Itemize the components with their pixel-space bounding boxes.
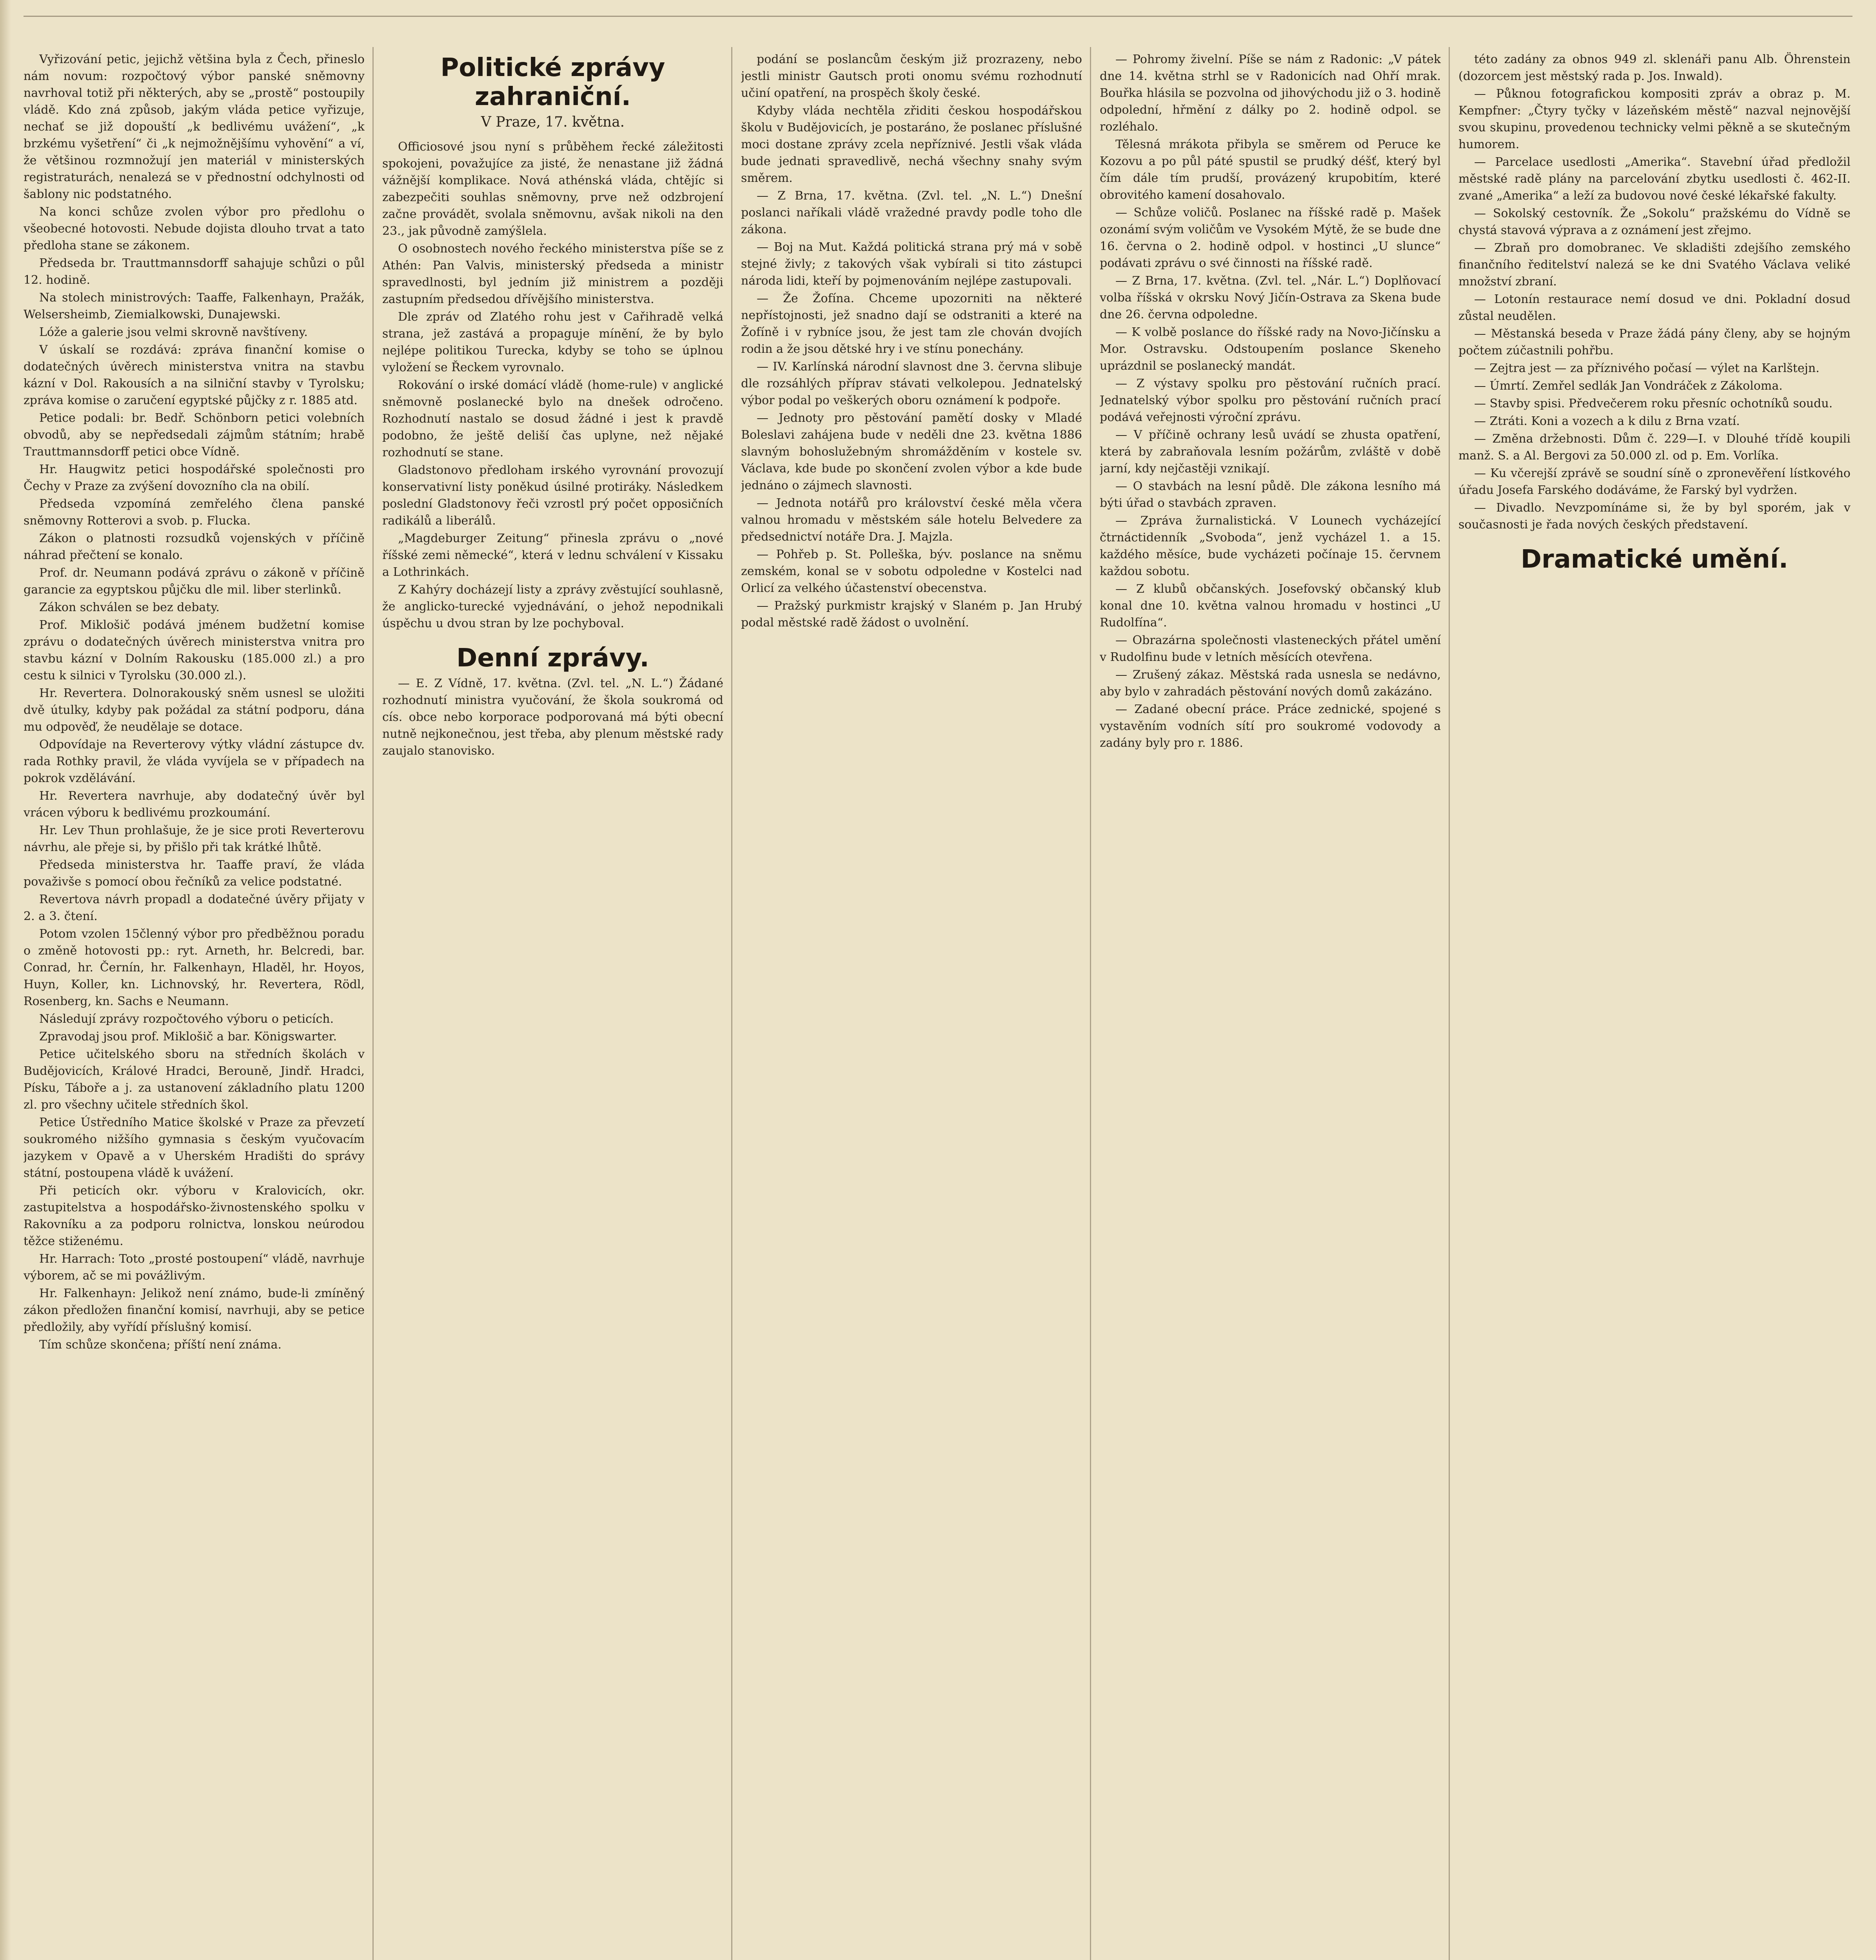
- article-paragraph: Předseda br. Trauttmannsdorff sahajuje schůzi o půl 12. hodině.: [24, 256, 365, 287]
- dramaticke-umeni-heading: Dramatické umění.: [1520, 545, 1789, 574]
- article-paragraph: Dle zpráv od Zlatého rohu jest v Cařihradě velká strana, jež zastává a propaguje mínění, že by bylo nejlépe politikou Turecka, kdyby se toho se úplnou vyložení se Řeckem vyrovnalo.: [382, 310, 723, 374]
- article-paragraph: — E. Z Vídně, 17. května. (Zvl. tel. „N. L.“) Žádané rozhodnutí ministra vyučování, že škola soukromá od cís. obce nebo korporace podporovaná má býti obecní nutně nejkonečnou, jest třeba, aby plenum městské rady zaujalo stanovisko.: [382, 677, 723, 758]
- article-paragraph: — Pohromy živelní. Píše se nám z Radonic: „V pátek dne 14. května strhl se v Radonicích nad Ohří mrak. Bouřka hlásila se pozvolna od jihovýchodu již o 3. hodině odpolední, hřmění z dálky po 2. hodině odpol. se rozléhalo.: [1100, 53, 1441, 134]
- article-paragraph: — Městanská beseda v Praze žádá pány členy, aby se hojným počtem zúčastnili pohřbu.: [1458, 327, 1851, 358]
- article-paragraph: — Zpráva žurnalistická. V Lounech vycházející čtrnáctidenník „Svoboda“, jenž vycházel 1. a 15. každého měsíce, bude vycházeti počínaje 15. červnem každou sobotu.: [1100, 514, 1441, 578]
- article-paragraph: — Parcelace usedlosti „Amerika“. Stavební úřad předložil městské radě plány na parcelování zbytku usedlosti č. 462-II. zvané „Amerika“ a leží za budovou nové české lékařské fakulty.: [1458, 155, 1851, 203]
- column-divider-3: [1090, 47, 1091, 1960]
- article-paragraph: této zadány za obnos 949 zl. sklenáři panu Alb. Öhrenstein (dozorcem jest městský rada p. Jos. Inwald).: [1458, 53, 1851, 83]
- article-paragraph: Petice učitelského sboru na středních školách v Budějovicích, Králové Hradci, Berouně, Jindř. Hradci, Písku, Táboře a j. za ustanovení základního platu 1200 zl. pro všechny učitele středních škol.: [24, 1047, 365, 1112]
- article-paragraph: Petice Ústředního Matice školské v Praze za převzetí soukromého nižšího gymnasia s českým vyučovacím jazykem v Opavě a v Uherském Hradišti do správy státní, postoupena vládě k uvážení.: [24, 1116, 365, 1180]
- article-paragraph: Hr. Revertera navrhuje, aby dodatečný úvěr byl vrácen výboru k bedlivému prozkoumání.: [24, 789, 365, 820]
- article-paragraph: — Ku včerejší zprávě se soudní síně o zpronevěření lístkového úřadu Josefa Farského dodáváme, že Farský byl vydržen.: [1458, 466, 1851, 497]
- article-paragraph: Předseda ministerstva hr. Taaffe praví, že vláda považivše s pomocí obou řečníků za velice podstatné.: [24, 858, 365, 889]
- article-paragraph: podání se poslancům českým již prozrazeny, nebo jestli ministr Gautsch proti onomu svému rozhodnutí učiní opatření, na prospěch školy české.: [741, 53, 1082, 100]
- article-paragraph: Petice podali: br. Bedř. Schönborn petici volebních obvodů, aby se nepředsedali zájmům státním; hrabě Trauttmannsdorff petici obce Vídně.: [24, 411, 365, 459]
- article-paragraph: Hr. Harrach: Toto „prosté postoupení“ vládě, navrhuje výborem, ač se mi povážlivým.: [24, 1252, 365, 1283]
- article-paragraph: Revertova návrh propadl a dodatečné úvěry přijaty v 2. a 3. čtení.: [24, 893, 365, 923]
- article-paragraph: — V příčině ochrany lesů uvádí se zhusta opatření, která by zabraňovala lesním požárům, zvláště v době jarní, kdy nejčastěji vznikají.: [1100, 428, 1441, 475]
- article-paragraph: — Schůze voličů. Poslanec na říšské radě p. Mašek ozonámí svým voličům ve Vysokém Mýtě, že se bude dne 16. června o 2. hodině odpol. v hostinci „U slunce“ podávati zprávu o své činnosti na říšské radě.: [1100, 206, 1441, 270]
- politicke-zpravy-dateline: V Praze, 17. května.: [481, 114, 625, 130]
- column-4: [1100, 51, 1441, 1960]
- article-paragraph: — Divadlo. Nevzpomínáme si, že by byl sporém, jak v současnosti je řada nových českých představení.: [1458, 501, 1851, 532]
- denni-zpravy-heading: Denní zprávy.: [456, 644, 649, 673]
- article-paragraph: Officiosové jsou nyní s průběhem řecké záležitosti spokojeni, považujíce za jisté, že nenastane již žádná vážnější komplikace. Nová athénská vláda, chtějíc si zabezpečiti souhlas sněmovny, prve než odzbrojení začne provádět, svolala sněmovnu, avšak nikoli na den 23., jak původně zamýšlela.: [382, 140, 723, 238]
- article-paragraph: Hr. Falkenhayn: Jelikož není známo, bude-li zmíněný zákon předložen finanční komisí, navrhuji, aby se petice předložily, aby vyřídí příslušný komisí.: [24, 1287, 365, 1334]
- article-paragraph: Odpovídaje na Reverterovy výtky vládní zástupce dv. rada Rothky pravil, že vláda vyvíjela se v případech na pokrok vzdělávání.: [24, 738, 365, 785]
- article-paragraph: Hr. Haugwitz petici hospodářské společnosti pro Čechy v Praze za zvýšení dovozního cla na obilí.: [24, 463, 365, 493]
- article-paragraph: Tím schůze skončena; příští není známa.: [39, 1338, 282, 1352]
- article-paragraph: Na konci schůze zvolen výbor pro předlohu o všeobecné hotovosti. Nebude dojista dlouho trvat a tato předloha stane se zákonem.: [24, 205, 365, 252]
- article-paragraph: — Z výstavy spolku pro pěstování ručních prací. Jednatelský výbor spolku pro pěstování ručních prací podává veřejnosti výroční zprávu.: [1100, 377, 1441, 424]
- article-paragraph: — Úmrtí. Zemřel sedlák Jan Vondráček z Zákoloma.: [1474, 379, 1783, 393]
- page-fold-shadow: [0, 0, 11, 1960]
- article-paragraph: Prof. dr. Neumann podává zprávu o zákoně v příčině garancie za egyptskou půjčku dle mil. liber sterlinků.: [24, 566, 365, 597]
- article-paragraph: Vyřizování petic, jejichž většina byla z Čech, přineslo nám novum: rozpočtový výbor panské sněmovny navrhoval totiž při některých, aby se „prostě“ postoupily vládě. Kdo zná způsob, jakým vláda petice vyřizuje, nechať se již dopouští „k bedlivému uvážení“, „k brzkému vyšetření“ či „k nejmožnějšímu vyhovění“ a ví, že většinou rozmnožují jen materiál v ministerských registraturách, nenalezá se v přednostní odchylnosti od šablony nic podstatného.: [24, 53, 365, 201]
- column-divider-2: [731, 47, 732, 1960]
- article-paragraph: — Půknou fotografickou kompositi zpráv a obraz p. M. Kempfner: „Čtyry tyčky v lázeňském městě“ nazval nejnovější svou skupinu, provedenou technicky velmi pěkně a se skutečným humorem.: [1458, 87, 1851, 151]
- article-paragraph: — Že Žofína. Chceme upozorniti na některé nepřístojnosti, jež snadno dají se odstraniti a které na Žofíně i v rybníce jsou, že jest tam zle chován dvojích rodin a že jsou dětské hry i ve stínu ponechány.: [741, 292, 1082, 356]
- article-paragraph: — Z klubů občanských. Josefovský občanský klub konal dne 10. května valnou hromadu v hostinci „U Rudolfína“.: [1100, 582, 1441, 630]
- article-paragraph: Z Kahýry docházejí listy a zprávy zvěstující souhlasně, že anglicko-turecké vyjednávání, o jehož nepodnikali úspěchu u dvou stran by lze pochyboval.: [382, 583, 723, 630]
- article-paragraph: Předseda vzpomíná zemřelého člena panské sněmovny Rotterovi a svob. p. Flucka.: [24, 497, 365, 528]
- article-paragraph: — Zbraň pro domobranec. Ve skladišti zdejšího zemského finančního ředitelství nalezá se ke dni Svatého Václava veliké množství zbraní.: [1458, 241, 1851, 289]
- article-paragraph: — Z Brna, 17. května. (Zvl. tel. „N. L.“) Dnešní poslanci naříkali vládě vražedné pravdy podle toho dle zákona.: [741, 189, 1082, 236]
- article-paragraph: — Pražský purkmistr krajský v Slaném p. Jan Hrubý podal městské radě žádost o uvolnění.: [741, 599, 1082, 630]
- article-paragraph: Zákon o platnosti rozsudků vojenských v příčině náhrad přečtení se konalo.: [24, 532, 365, 562]
- article-paragraph: Lóže a galerie jsou velmi skrovně navštíveny.: [39, 325, 308, 339]
- article-paragraph: Potom vzolen 15členný výbor pro předběžnou poradu o změně hotovosti pp.: ryt. Arneth, hr. Belcredi, bar. Conrad, hr. Černín, hr. Falkenhayn, Hladěl, hr. Hoyos, Huyn, Koller, kn. Lichnovský, hr. Revertera, Rödl, Rosenberg, kn. Sachs e Neumann.: [24, 927, 365, 1008]
- article-paragraph: — Pohřeb p. St. Polleška, býv. poslance na sněmu zemském, konal se v sobotu odpoledne v Kostelci nad Orlicí za velkého účastenství obecenstva.: [741, 548, 1082, 595]
- article-paragraph: Kdyby vláda nechtěla zřiditi českou hospodářskou školu v Budějovicích, je postaráno, že poslanec příslušné moci dostane zprávy zcela nepříznivé. Jestli však vláda bude jednati spravedlivě, nechá všechny snahy svým směrem.: [741, 104, 1082, 185]
- article-paragraph: — Obrazárna společnosti vlasteneckých přátel umění v Rudolfinu bude v letních měsících otevřena.: [1100, 633, 1441, 664]
- article-paragraph: Zpravodaj jsou prof. Miklošič a bar. Königswarter.: [39, 1030, 337, 1044]
- article-paragraph: Při peticích okr. výboru v Kralovicích, okr. zastupitelstva a hospodářsko-živnostenského spolku v Rakovníku a za podporu rolnictva, lonskou neúrodou těžce stiženému.: [24, 1184, 365, 1248]
- article-paragraph: — Jednota notářů pro království české měla včera valnou hromadu v městském sále hotelu Belvedere za předsednictví notáře Dra. J. Majzla.: [741, 496, 1082, 544]
- article-paragraph: — Sokolský cestovník. Že „Sokolu“ pražskému do Vídně se chystá stavová výprava a z oznámení jest zřejmo.: [1458, 207, 1851, 237]
- article-paragraph: — Lotonín restaurace nemí dosud ve dni. Pokladní dosud zůstal neudělen.: [1458, 292, 1851, 323]
- article-paragraph: Tělesná mrákota přibyla se směrem od Peruce ke Kozovu a po půl páté spustil se prudký déšť, který byl čím dále tím prudší, provázený krupobitím, které obrovitého kamení dosahovalo.: [1100, 138, 1441, 202]
- article-paragraph: — Zejtra jest — za příznivého počasí — výlet na Karlštejn.: [1474, 361, 1820, 375]
- article-paragraph: — Stavby spisi. Předvečerem roku přesníc ochotníků soudu.: [1474, 397, 1833, 410]
- article-paragraph: — Boj na Mut. Každá politická strana prý má v sobě stejné živly; z takových však vybírali si tito zástupci národa lidi, kteří by pojmenováním nejlépe zastupovali.: [741, 240, 1082, 288]
- article-paragraph: Prof. Miklošič podává jménem budžetní komise zprávu o dodatečných úvěrech ministerstva vnitra pro stavbu kázní v Dolním Rakousku (185.000 zl.) a pro cestu k silnici v Tyrolsku (30.000 zl.).: [24, 618, 365, 682]
- article-paragraph: — IV. Karlínská národní slavnost dne 3. června slibuje dle rozsáhlých příprav stávati velkolepou. Jednatelský výbor podal po veškerých oboru oznámení k podpoře.: [741, 360, 1082, 407]
- article-paragraph: Zákon schválen se bez debaty.: [39, 601, 220, 614]
- column-3: [741, 51, 1082, 1960]
- article-paragraph: — O stavbách na lesní půdě. Dle zákona lesního má býti úřad o stavbách zpraven.: [1100, 479, 1441, 510]
- politicke-zpravy-heading: Politické zprávy zahraniční.: [440, 53, 665, 111]
- article-paragraph: „Magdeburger Zeitung“ přinesla zprávu o „nové říšské zemi německé“, která v lednu schválení v Kissaku a Lothrinkách.: [382, 532, 723, 579]
- article-paragraph: O osobnostech nového řeckého ministerstva píše se z Athén: Pan Valvis, ministerský předseda a ministr spravedlnosti, byl jedním již ministrem a později zastupním předsedou dřívějšího ministerstva.: [382, 242, 723, 306]
- header-rule: [24, 16, 1852, 17]
- article-paragraph: — Ztráti. Koni a vozech a k dilu z Brna vzatí.: [1474, 414, 1740, 428]
- column-5: [1458, 51, 1851, 1960]
- article-paragraph: Na stolech ministrových: Taaffe, Falkenhayn, Pražák, Welsersheimb, Ziemialkowski, Dunajewski.: [24, 291, 365, 321]
- article-paragraph: Hr. Revertera. Dolnorakouský sněm usnesl se uložiti dvě útulky, kdyby pak požádal za státní podporu, dána mu odpověď, že neudělaje se dotace.: [24, 686, 365, 734]
- article-paragraph: V úskalí se rozdává: zpráva finanční komise o dodatečných úvěrech ministerstva vnitra na stavbu kázní v Dol. Rakousích a na silniční stavby v Tyrolsku; zpráva komise o zaručení egyptské půjčky z r. 1885 atd.: [24, 343, 365, 407]
- article-paragraph: — Zadané obecní práce. Práce zednické, spojené s vystavěním vodních sítí pro soukromé vodovody a zadány byly pro r. 1886.: [1100, 702, 1441, 750]
- column-divider-1: [372, 47, 374, 1960]
- column-divider-4: [1449, 47, 1450, 1960]
- article-paragraph: — K volbě poslance do říšské rady na Novo-Jičínsku a Mor. Ostravsku. Odstoupením poslance Skeneho uprázdnil se poslanecký mandát.: [1100, 325, 1441, 373]
- article-paragraph: — Zrušený zákaz. Městská rada usnesla se nedávno, aby bylo v zahradách pěstování nových domů zakázáno.: [1100, 668, 1441, 699]
- article-paragraph: Rokování o irské domácí vládě (home-rule) v anglické sněmovně poslanecké bylo na dnešek odročeno. Rozhodnutí nastalo se dosud žádné i jest k pravdě podobno, že ještě deliší čas uplyne, než nějaké rozhodnutí se stane.: [382, 378, 723, 459]
- column-1: [24, 51, 365, 1960]
- article-paragraph: Gladstonovo předloham irského vyrovnání provozují konservativní listy poněkud úsilné protiráky. Následkem poslední Gladstonovy řeči vzrostl prý počet opposičních radikálů a liberálů.: [382, 463, 723, 528]
- article-paragraph: Hr. Lev Thun prohlašuje, že je sice proti Reverterovu návrhu, ale přeje si, by přišlo při tak krátké lhůtě.: [24, 824, 365, 854]
- article-paragraph: — Z Brna, 17. května. (Zvl. tel. „Nár. L.“) Doplňovací volba říšská v okrsku Nový Jičín-Ostrava za Skena bude dne 26. června odpoledne.: [1100, 274, 1441, 321]
- article-paragraph: — Jednoty pro pěstování pamětí dosky v Mladé Boleslavi zahájena bude v neděli dne 23. května 1886 slavným bohoslužebným shromážděním v kostele sv. Václava, kde bude po skončení zvolen výbor a kde bude jednáno o zájmech slavnosti.: [741, 411, 1082, 492]
- article-paragraph: — Změna držebnosti. Dům č. 229—I. v Dlouhé třídě koupili manž. S. a Al. Bergovi za 50.000 zl. od p. Em. Vorlíka.: [1458, 432, 1851, 463]
- column-2: [382, 51, 723, 1960]
- article-paragraph: Následují zprávy rozpočtového výboru o peticích.: [39, 1012, 334, 1026]
